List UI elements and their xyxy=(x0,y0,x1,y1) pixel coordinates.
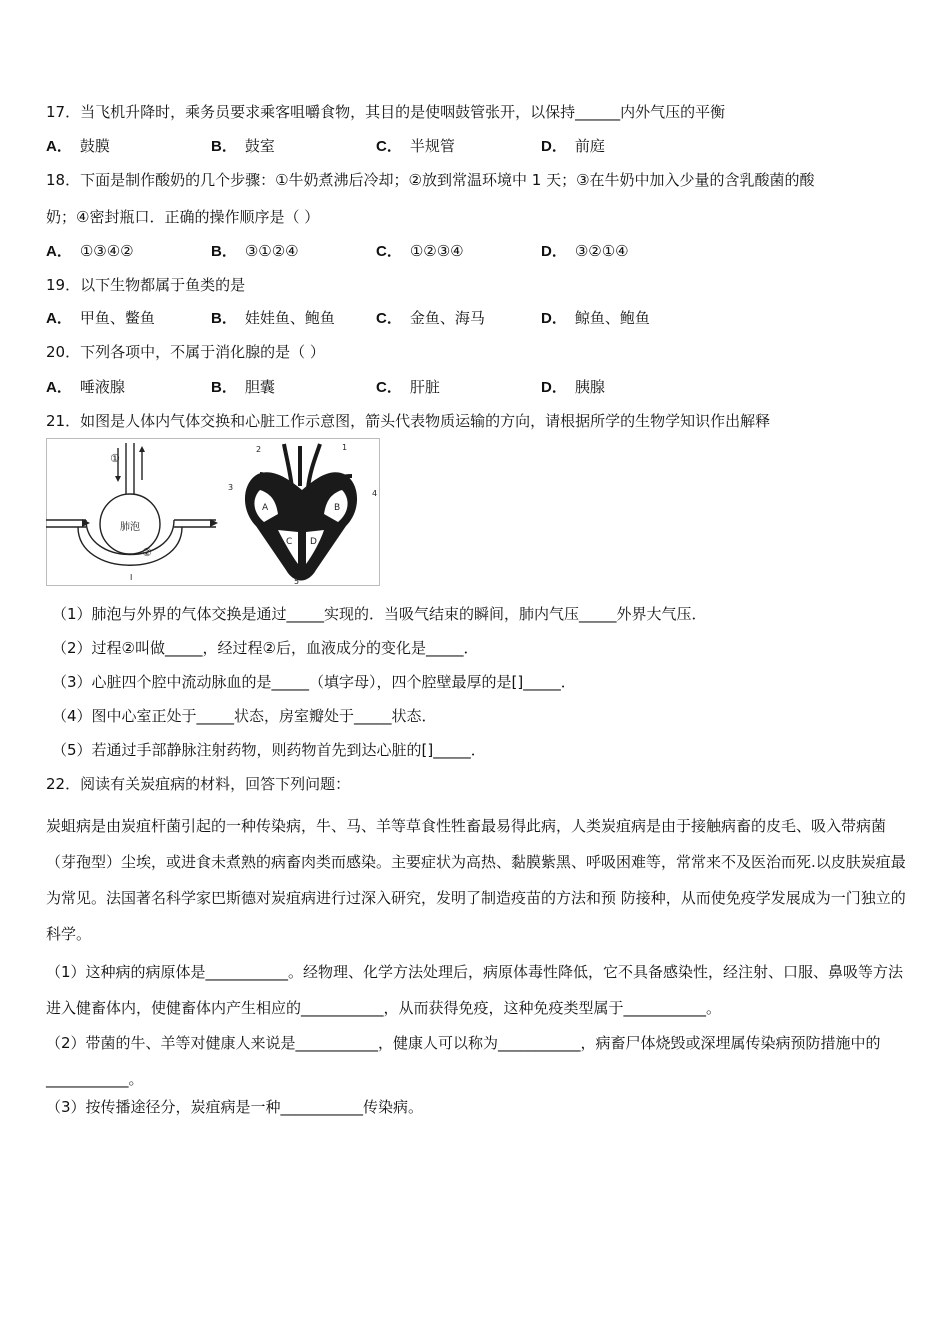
option-a[interactable] xyxy=(46,377,125,398)
question-18-options xyxy=(46,241,746,261)
question-21-stem: 21．如图是人体内气体交换和心脏工作示意图，箭头代表物质运输的方向，请根据所学的生物学知识作出解释 xyxy=(46,412,771,430)
question-21-sub-5: （5）若通过手部静脉注射药物，则药物首先到达心脏的[]_____． xyxy=(52,741,486,759)
label-chamber-d: D xyxy=(310,537,317,547)
option-text: 甲鱼、鳖鱼 xyxy=(79,309,155,327)
question-21-sub-1: （1）肺泡与外界的气体交换是通过_____实现的．当吸气结束的瞬间，肺内气压_____外界大气压． xyxy=(52,605,707,623)
question-21-sub-4: （4）图中心室正处于_____状态，房室瓣处于_____状态． xyxy=(52,707,437,725)
label-alveolus: 肺泡 xyxy=(120,522,140,533)
label-num3: 3 xyxy=(228,483,234,492)
option-text: 前庭 xyxy=(574,137,605,155)
label-bottom: I xyxy=(130,573,133,582)
option-letter: B． xyxy=(211,138,237,155)
question-21-sub-2: （2）过程②叫做_____，经过程②后，血液成分的变化是_____． xyxy=(52,639,479,657)
option-letter: C． xyxy=(376,138,402,155)
option-text: 肝脏 xyxy=(409,378,440,396)
label-num4: 4 xyxy=(372,489,378,498)
option-c[interactable] xyxy=(376,136,455,157)
option-letter: B． xyxy=(211,379,237,396)
question-19-stem: 19．以下生物都属于鱼类的是 xyxy=(46,276,246,294)
option-a[interactable] xyxy=(46,241,134,262)
option-text: 鼓膜 xyxy=(79,137,110,155)
option-text: 胰腺 xyxy=(574,378,605,396)
option-a[interactable] xyxy=(46,136,110,157)
option-letter: A． xyxy=(46,243,72,260)
option-text: 唾液腺 xyxy=(79,378,125,396)
option-text: ①③④② xyxy=(79,242,134,260)
question-21-sub-3: （3）心脏四个腔中流动脉血的是_____（填字母），四个腔壁最厚的是[]_____． xyxy=(52,673,576,691)
option-letter: A． xyxy=(46,379,72,396)
option-letter: C． xyxy=(376,243,402,260)
option-text: 鲸鱼、鲍鱼 xyxy=(574,309,650,327)
option-text: 金鱼、海马 xyxy=(409,309,485,327)
alveolus-diagram xyxy=(46,443,216,565)
question-20-stem: 20．下列各项中，不属于消化腺的是（ ） xyxy=(46,343,325,361)
question-18-stem-line2: 奶；④密封瓶口．正确的操作顺序是（ ） xyxy=(46,208,320,226)
label-chamber-c: C xyxy=(286,537,293,547)
question-18-stem-line1: 18．下面是制作酸奶的几个步骤：①牛奶煮沸后冷却；②放到常温环境中 1 天；③在牛奶中加入少量的含乳酸菌的酸 xyxy=(46,171,815,189)
option-d[interactable] xyxy=(541,241,629,262)
question-22-sub-2: （2）带菌的牛、羊等对健康人来说是___________，健康人可以称为___________，病畜尸体烧毁或深埋属传染病预防措施中的___________。 xyxy=(46,1034,881,1088)
label-num1: 2 xyxy=(256,445,262,454)
option-letter: A． xyxy=(46,310,72,327)
option-b[interactable] xyxy=(211,136,275,157)
option-d[interactable] xyxy=(541,136,605,157)
option-a[interactable] xyxy=(46,308,155,329)
gas-exchange-heart-diagram xyxy=(46,438,380,586)
option-letter: D． xyxy=(541,138,567,155)
question-22-stem: 22．阅读有关炭疽病的材料，回答下列问题： xyxy=(46,775,351,793)
label-chamber-a: A xyxy=(262,503,269,513)
option-d[interactable] xyxy=(541,308,650,329)
option-text: ①②③④ xyxy=(409,242,464,260)
option-b[interactable] xyxy=(211,241,299,262)
label-process2: ② xyxy=(142,546,152,559)
option-c[interactable] xyxy=(376,308,485,329)
option-text: ③①②④ xyxy=(244,242,299,260)
question-17-options xyxy=(46,136,746,156)
option-letter: D． xyxy=(541,243,567,260)
option-letter: A． xyxy=(46,138,72,155)
option-text: 鼓室 xyxy=(244,137,275,155)
label-process1: ① xyxy=(110,452,120,465)
option-text: ③②①④ xyxy=(574,242,629,260)
option-letter: C． xyxy=(376,379,402,396)
option-b[interactable] xyxy=(211,308,335,329)
label-num2: 1 xyxy=(342,443,348,452)
question-22-sub-1: （1）这种病的病原体是___________。经物理、化学方法处理后，病原体毒性降低，它不具备感染性，经注射、口服、鼻吸等方法进入健畜体内，使健畜体内产生相应的___________，从而获得免疫，这种免疫类型属于___________。 xyxy=(46,963,904,1017)
option-letter: D． xyxy=(541,379,567,396)
question-19-options xyxy=(46,308,746,328)
label-num5: 5 xyxy=(294,577,300,586)
question-20-options xyxy=(46,377,746,397)
option-letter: D． xyxy=(541,310,567,327)
option-c[interactable] xyxy=(376,241,464,262)
option-d[interactable] xyxy=(541,377,605,398)
option-letter: C． xyxy=(376,310,402,327)
option-c[interactable] xyxy=(376,377,440,398)
option-letter: B． xyxy=(211,243,237,260)
option-text: 胆囊 xyxy=(244,378,275,396)
option-text: 半规管 xyxy=(409,137,455,155)
option-text: 娃娃鱼、鲍鱼 xyxy=(244,309,335,327)
option-b[interactable] xyxy=(211,377,275,398)
question-17-stem: 17．当飞机升降时，乘务员要求乘客咀嚼食物，其目的是使咽鼓管张开，以保持______内外气压的平衡 xyxy=(46,103,726,121)
question-22-sub-3: （3）按传播途径分，炭疽病是一种___________传染病。 xyxy=(46,1098,424,1116)
option-letter: B． xyxy=(211,310,237,327)
question-22-passage: 炭蛆病是由炭疽杆菌引起的一种传染病，牛、马、羊等草食性牲畜最易得此病，人类炭疽病是由于接触病畜的皮毛、吸入带病菌（芽孢型）尘埃，或进食未煮熟的病畜肉类而感染。主要症状为高热、黏膜紫黑、呼吸困难等，常常来不及医治而死.以皮肤炭疽最为常见。法国著名科学家巴斯德对炭疽病进行过深入研究，发明了制造疫苗的方法和预 防接种，从而使免疫学发展成为一门独立的科学。 xyxy=(46,817,906,943)
alveolus-arrows xyxy=(82,446,218,527)
label-chamber-b: B xyxy=(334,503,341,513)
